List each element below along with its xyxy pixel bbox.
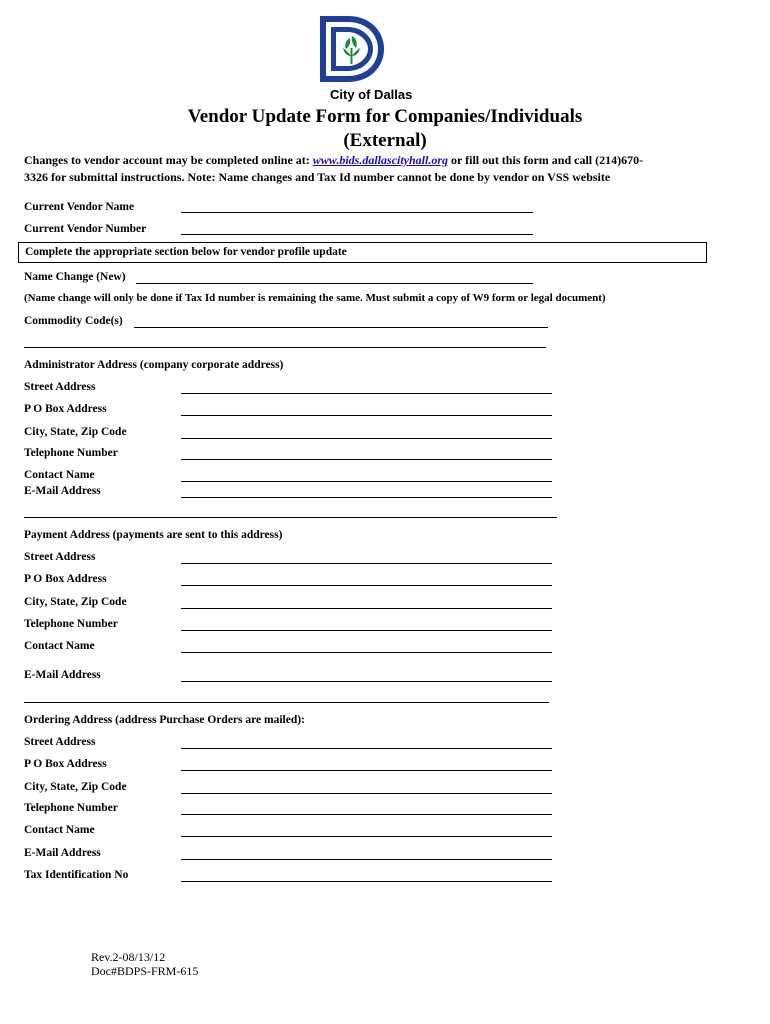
section-instruction-box [18, 242, 707, 263]
ordering-phone-field[interactable] [181, 814, 552, 815]
admin-street-field[interactable] [181, 393, 552, 394]
admin-address-heading: Administrator Address (company corporate address) [24, 359, 284, 371]
payment-address-heading: Payment Address (payments are sent to this address) [24, 529, 283, 541]
city-of-dallas-logo [318, 14, 386, 84]
form-subtitle: (External) [343, 130, 427, 151]
admin-pobox-label: P O Box Address [24, 403, 107, 415]
intro-text-before: Changes to vendor account may be completed online at: [24, 153, 313, 167]
payment-city-field[interactable] [181, 608, 552, 609]
payment-separator-line [24, 702, 549, 703]
current-vendor-name-field[interactable] [181, 212, 533, 213]
admin-email-field[interactable] [181, 497, 552, 498]
admin-phone-field[interactable] [181, 459, 552, 460]
ordering-address-heading: Ordering Address (address Purchase Orders are mailed): [24, 714, 305, 726]
ordering-email-label: E-Mail Address [24, 847, 101, 859]
payment-street-label: Street Address [24, 551, 96, 563]
admin-contact-field[interactable] [181, 481, 552, 482]
admin-street-label: Street Address [24, 381, 96, 393]
current-vendor-name-label: Current Vendor Name [24, 201, 135, 213]
ordering-email-field[interactable] [181, 859, 552, 860]
admin-pobox-field[interactable] [181, 415, 552, 416]
section-instruction-text: Complete the appropriate section below for vendor profile update [25, 246, 347, 258]
form-title: Vendor Update Form for Companies/Individuals [187, 106, 583, 127]
ordering-contact-field[interactable] [181, 836, 552, 837]
admin-separator-line [24, 517, 557, 518]
name-change-note: (Name change will only be done if Tax Id number is remaining the same. Must submit a copy of W9 form or legal document) [24, 292, 606, 304]
commodity-code-label: Commodity Code(s) [24, 315, 123, 327]
commodity-code-field-2[interactable] [24, 347, 546, 348]
payment-contact-field[interactable] [181, 652, 552, 653]
ordering-tax-field[interactable] [181, 881, 552, 882]
ordering-contact-label: Contact Name [24, 824, 95, 836]
ordering-phone-label: Telephone Number [24, 802, 118, 814]
admin-city-label: City, State, Zip Code [24, 426, 127, 438]
ordering-city-label: City, State, Zip Code [24, 781, 127, 793]
admin-phone-label: Telephone Number [24, 447, 118, 459]
vss-website-link[interactable]: www.bids.dallascityhall.org [312, 153, 449, 167]
payment-email-field[interactable] [181, 681, 552, 682]
name-change-field[interactable] [136, 283, 533, 284]
logo-caption: City of Dallas [330, 87, 413, 102]
ordering-city-field[interactable] [181, 793, 552, 794]
admin-city-field[interactable] [181, 438, 552, 439]
admin-contact-label: Contact Name [24, 469, 95, 481]
payment-pobox-label: P O Box Address [24, 573, 107, 585]
payment-pobox-field[interactable] [181, 585, 552, 586]
admin-email-label: E-Mail Address [24, 485, 101, 497]
ordering-street-label: Street Address [24, 736, 96, 748]
ordering-tax-label: Tax Identification No [24, 869, 129, 881]
revision-number: Rev.2-08/13/12 [91, 950, 166, 964]
ordering-street-field[interactable] [181, 748, 552, 749]
dallas-d-logo-icon [318, 14, 386, 84]
payment-city-label: City, State, Zip Code [24, 596, 127, 608]
document-number: Doc#BDPS-FRM-615 [91, 964, 199, 978]
ordering-pobox-field[interactable] [181, 770, 552, 771]
payment-phone-label: Telephone Number [24, 618, 118, 630]
payment-contact-label: Contact Name [24, 640, 95, 652]
intro-text-after: or fill out this form and call (214)670- [448, 153, 644, 167]
payment-street-field[interactable] [181, 563, 552, 564]
commodity-code-field[interactable] [134, 327, 548, 328]
ordering-pobox-label: P O Box Address [24, 758, 107, 770]
name-change-label: Name Change (New) [24, 271, 126, 283]
intro-line-2: 3326 for submittal instructions. Note: Name changes and Tax Id number cannot be done by vendor on VSS website [24, 170, 611, 184]
payment-email-label: E-Mail Address [24, 669, 101, 681]
payment-phone-field[interactable] [181, 630, 552, 631]
current-vendor-number-field[interactable] [181, 234, 533, 235]
current-vendor-number-label: Current Vendor Number [24, 223, 147, 235]
